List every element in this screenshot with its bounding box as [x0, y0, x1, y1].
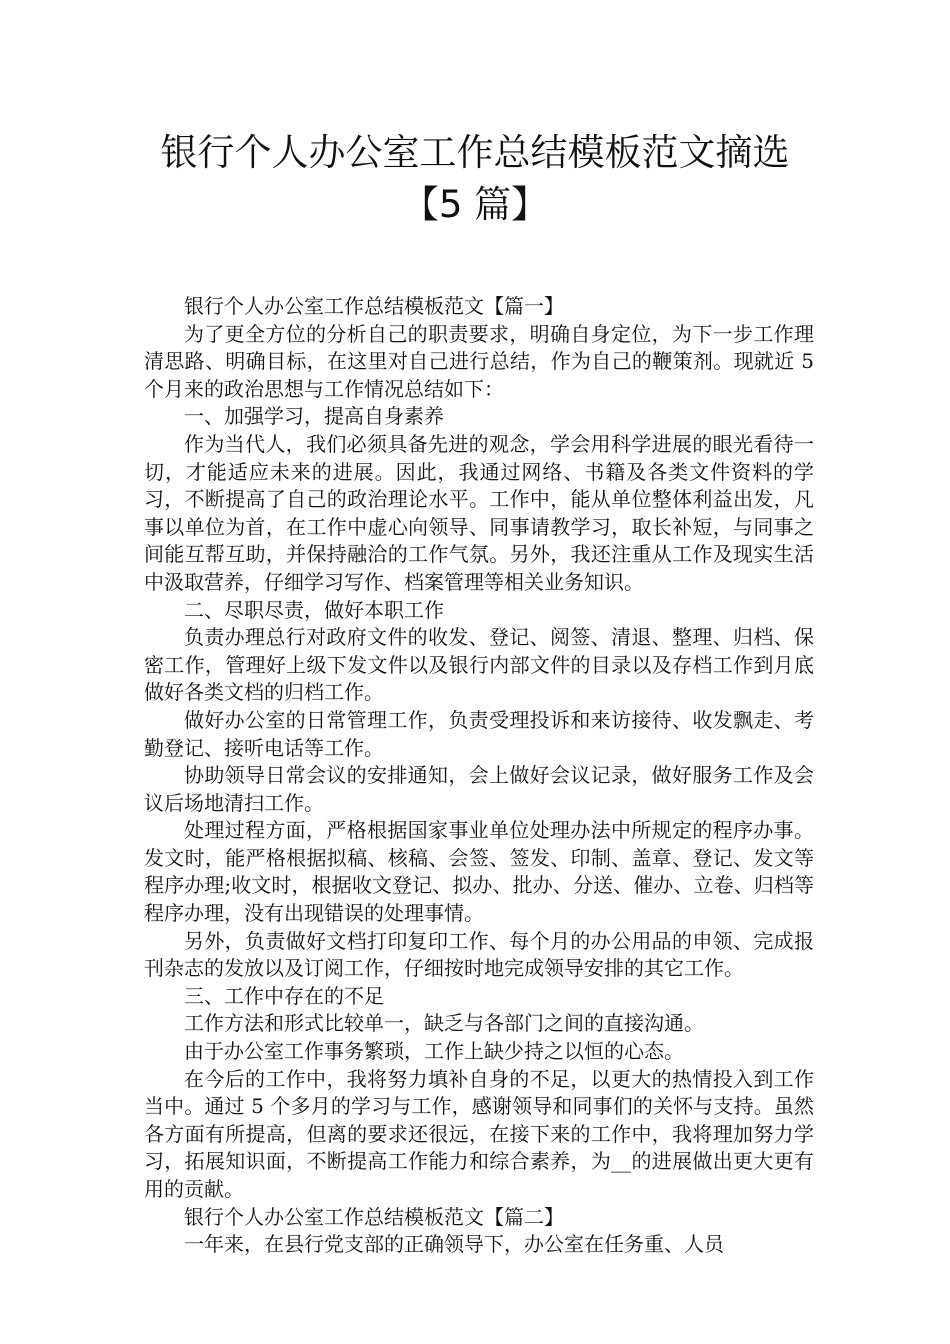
body-paragraph: 另外，负责做好文档打印复印工作、每个月的办公用品的申领、完成报刊杂志的发放以及订阅工作，仔细按时地完成领导安排的其它工作。: [144, 928, 814, 981]
body-paragraph: 作为当代人，我们必须具备先进的观念，学会用科学进展的眼光看待一切，才能适应未来的进展。因此，我通过网络、书籍及各类文件资料的学习，不断提高了自己的政治理论水平。工作中，能从单位整体利益出发，凡事以单位为首，在工作中虚心向领导、同事请教学习，取长补短，与同事之间能互帮互助，并保持融洽的工作气氛。另外，我还注重从工作及现实生活中汲取营养，仔细学习写作、档案管理等相关业务知识。: [144, 431, 814, 594]
section-heading: 三、工作中存在的不足: [184, 983, 384, 1008]
section-heading: 一、加强学习，提高自身素养: [184, 404, 444, 429]
body-paragraph: 工作方法和形式比较单一，缺乏与各部门之间的直接沟通。: [184, 1011, 704, 1036]
body-paragraph: 由于办公室工作事务繁琐，工作上缺少持之以恒的心态。: [184, 1039, 684, 1064]
section-heading-part-2: 银行个人办公室工作总结模板范文【篇二】: [184, 1204, 564, 1229]
document-title-line-1: 银行个人办公室工作总结模板范文摘选: [160, 131, 790, 174]
section-heading-part-1: 银行个人办公室工作总结模板范文【篇一】: [184, 294, 564, 318]
body-paragraph: 做好办公室的日常管理工作，负责受理投诉和来访接待、收发飘走、考勤登记、接听电话等工作。: [144, 707, 814, 760]
body-paragraph: 为了更全方位的分析自己的职责要求，明确自身定位，为下一步工作理清思路、明确目标，在这里对自己进行总结，作为自己的鞭策剂。现就近 5 个月来的政治思想与工作情况总结如下：: [144, 321, 814, 401]
body-paragraph: 一年来，在县行党支部的正确领导下，办公室在任务重、人员: [184, 1232, 724, 1257]
document-body: [144, 293, 814, 1259]
section-heading: 二、尽职尽责，做好本职工作: [184, 597, 444, 622]
body-paragraph: 负责办理总行对政府文件的收发、登记、阅签、清退、整理、归档、保密工作，管理好上级下发文件以及银行内部文件的目录以及存档工作到月底做好各类文档的归档工作。: [144, 625, 814, 705]
body-paragraph: 在今后的工作中，我将努力填补自身的不足，以更大的热情投入到工作当中。通过 5 个多月的学习与工作，感谢领导和同事们的关怀与支持。虽然各方面有所提高，但离的要求还很远，在接下来的工作中，我将理加努力学习，拓展知识面，不断提高工作能力和综合素养，为__的进展做出更大更有用的贡献。: [144, 1066, 814, 1201]
document-title-line-2: 【5 篇】: [401, 183, 549, 226]
body-paragraph: 处理过程方面，严格根据国家事业单位处理办法中所规定的程序办事。发文时，能严格根据拟稿、核稿、会签、签发、印制、盖章、登记、发文等程序办理;收文时，根据收文登记、拟办、批办、分送、催办、立卷、归档等程序办理，没有出现错误的处理事情。: [144, 818, 814, 926]
body-paragraph: 协助领导日常会议的安排通知，会上做好会议记录，做好服务工作及会议后场地清扫工作。: [144, 763, 814, 815]
